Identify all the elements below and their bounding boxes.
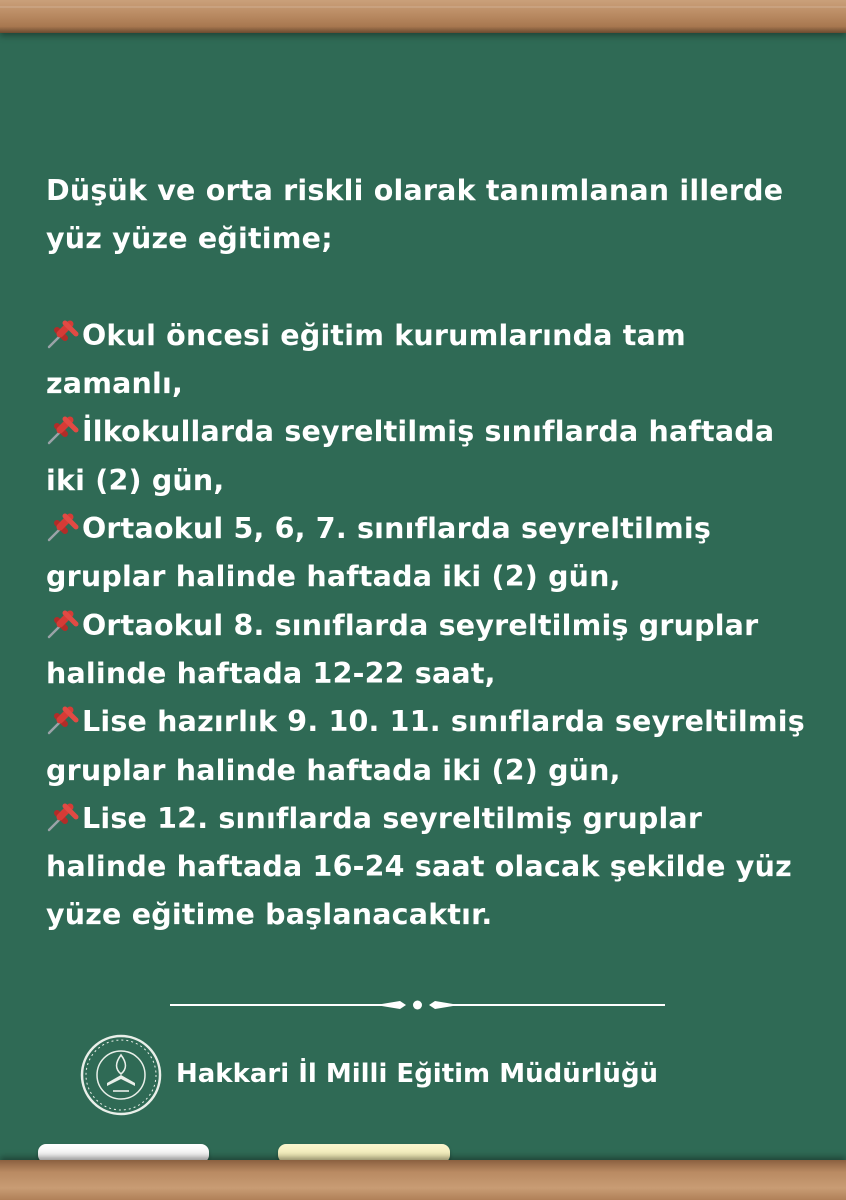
list-item-text: İlkokullarda seyreltilmiş sınıflarda haftada [82, 415, 775, 449]
list-item-text: Okul öncesi eğitim kurumlarında tam [82, 318, 686, 352]
list-item-continuation: gruplar halinde haftada iki (2) gün, [46, 560, 621, 594]
intro-line: Düşük ve orta riskli olarak tanımlanan illerde [46, 174, 784, 207]
intro-line: yüz yüze eğitime; [46, 222, 333, 256]
organization-name: Hakkari İl Milli Eğitim Müdürlüğü [176, 1059, 659, 1089]
pushpin-icon [46, 799, 80, 829]
list-item-text: Ortaokul 8. sınıflarda seyreltilmiş gruplar [82, 608, 759, 642]
pushpin-icon [46, 509, 80, 539]
list-item-continuation: gruplar halinde haftada iki (2) gün, [46, 753, 621, 787]
list-item [46, 602, 806, 650]
list-item-continuation: zamanlı, [46, 367, 184, 401]
chalkboard-bottom-frame [0, 1160, 846, 1200]
pushpin-icon [46, 702, 80, 732]
ministry-seal-icon [79, 1033, 163, 1117]
list-item [46, 698, 806, 746]
list-item-continuation: halinde haftada 16-24 saat olacak şekilde yüz [46, 850, 792, 884]
list-item [46, 312, 806, 360]
list-item-continuation: iki (2) gün, [46, 463, 225, 497]
list-item-continuation: yüze eğitime başlanacaktır. [46, 898, 493, 932]
list-item [46, 505, 806, 553]
list-item [46, 795, 806, 843]
pushpin-icon [46, 316, 80, 346]
list-item-text: Lise hazırlık 9. 10. 11. sınıflarda seyreltilmiş [82, 705, 805, 739]
ornamental-divider [170, 995, 665, 1015]
paragraph-gap [46, 264, 806, 312]
pushpin-icon [46, 606, 80, 636]
list-item-continuation: halinde haftada 12-22 saat, [46, 656, 496, 690]
chalkboard-top-frame [0, 0, 846, 33]
announcement-text [46, 167, 806, 940]
list-item-text: Ortaokul 5, 6, 7. sınıflarda seyreltilmiş [82, 512, 712, 546]
list-item-text: Lise 12. sınıflarda seyreltilmiş gruplar [82, 801, 703, 835]
pushpin-icon [46, 412, 80, 442]
list-item [46, 408, 806, 456]
